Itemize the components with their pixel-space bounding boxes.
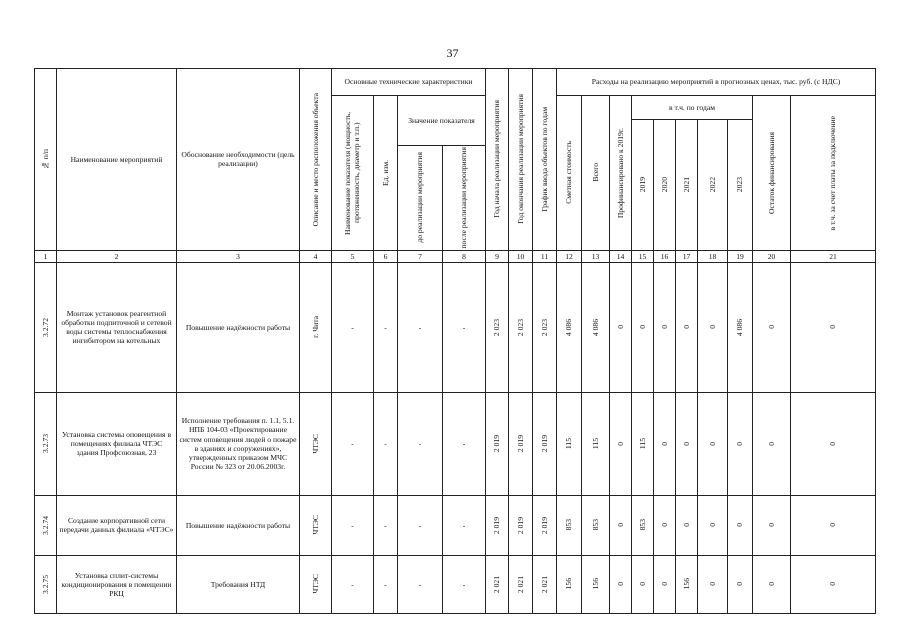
cell-value: 2 021 bbox=[539, 575, 549, 593]
cell-indicator-name: - bbox=[332, 555, 374, 613]
column-number-cell: 19 bbox=[728, 250, 753, 262]
column-number-cell: 16 bbox=[654, 250, 676, 262]
column-number-cell: 14 bbox=[610, 250, 632, 262]
cell-value: 0 bbox=[659, 582, 669, 587]
cell-value: 0 bbox=[828, 325, 838, 330]
cell-total bbox=[582, 392, 610, 495]
cell-y2020 bbox=[654, 495, 676, 555]
cell-value: 0 bbox=[615, 523, 625, 528]
header-financed: Профинансировано к 2019г. bbox=[610, 96, 632, 251]
column-number-cell: 2 bbox=[57, 250, 177, 262]
table-body bbox=[35, 262, 876, 613]
cell-value: 4 086 bbox=[564, 318, 574, 336]
cell-y2020 bbox=[654, 555, 676, 613]
page-number: 37 bbox=[446, 46, 459, 60]
cell-value: 0 bbox=[766, 325, 776, 330]
cell-value: 2 019 bbox=[539, 435, 549, 453]
cell-value: 0 bbox=[735, 441, 745, 446]
cell-connection-fee bbox=[791, 262, 876, 392]
cell-financed bbox=[610, 392, 632, 495]
cell-value: 4 086 bbox=[735, 318, 745, 336]
cell-value: 0 bbox=[828, 582, 838, 587]
cell-remaining bbox=[753, 495, 791, 555]
cell-unit: - bbox=[374, 555, 398, 613]
column-number-cell: 10 bbox=[509, 250, 533, 262]
cell-value: 0 bbox=[707, 523, 717, 528]
cell-value: 0 bbox=[659, 523, 669, 528]
cell-value: 2 023 bbox=[515, 318, 525, 336]
cell-end-year bbox=[509, 555, 533, 613]
cell-unit: - bbox=[374, 262, 398, 392]
cell-value: 2 019 bbox=[492, 516, 502, 534]
cell-value: 0 bbox=[735, 523, 745, 528]
cell-y2023 bbox=[728, 495, 753, 555]
column-number-cell: 6 bbox=[374, 250, 398, 262]
header-indicator-value: Значение показателя bbox=[398, 96, 486, 146]
cell-connection-fee bbox=[791, 555, 876, 613]
cell-value: 0 bbox=[828, 441, 838, 446]
cell-unit: - bbox=[374, 392, 398, 495]
column-number-cell: 21 bbox=[791, 250, 876, 262]
table-row bbox=[35, 262, 876, 392]
cell-num bbox=[35, 392, 57, 495]
cell-value: 115 bbox=[637, 438, 647, 450]
cell-y2019 bbox=[632, 555, 654, 613]
cell-value: 0 bbox=[707, 325, 717, 330]
column-number-cell: 4 bbox=[300, 250, 332, 262]
header-indicator-name: Наименование показателя (мощность, протяженность, диаметр и т.п.) bbox=[332, 96, 374, 251]
cell-indicator-name: - bbox=[332, 495, 374, 555]
header-by-years: в т.ч. по годам bbox=[632, 96, 753, 120]
cell-before: - bbox=[398, 495, 443, 555]
cell-financed bbox=[610, 495, 632, 555]
table-row bbox=[35, 392, 876, 495]
cell-start-year bbox=[486, 392, 509, 495]
cell-value: 115 bbox=[564, 438, 574, 450]
column-number-cell: 3 bbox=[177, 250, 300, 262]
cell-after: - bbox=[443, 392, 486, 495]
cell-y2022 bbox=[698, 495, 728, 555]
cell-remaining bbox=[753, 392, 791, 495]
cell-value: 853 bbox=[590, 519, 600, 531]
cell-value: 2 019 bbox=[539, 516, 549, 534]
cell-justification: Исполнение требования п. 1.1, 5.1. НПБ 104-03 «Проектирование систем оповещения людей о пожаре в зданиях и сооружениях», утвержденных приказом МЧС России № 323 от 20.06.2003г. bbox=[177, 392, 300, 495]
header-y2021: 2021 bbox=[676, 120, 698, 251]
cell-end-year bbox=[509, 262, 533, 392]
cell-before: - bbox=[398, 262, 443, 392]
cell-estimated-cost bbox=[557, 392, 582, 495]
header-unit: Ед. изм. bbox=[374, 96, 398, 251]
header-row-1 bbox=[35, 69, 876, 96]
cell-y2022 bbox=[698, 262, 728, 392]
header-y2020: 2020 bbox=[654, 120, 676, 251]
cell-value: 3.2.72 bbox=[40, 317, 50, 337]
cell-estimated-cost bbox=[557, 262, 582, 392]
header-connection-fee: в т.ч. за счет платы за подключение bbox=[791, 96, 876, 251]
cell-before: - bbox=[398, 392, 443, 495]
cell-value: 2 019 bbox=[492, 435, 502, 453]
header-y2019: 2019 bbox=[632, 120, 654, 251]
cell-value: 0 bbox=[659, 441, 669, 446]
cell-value: 0 bbox=[766, 523, 776, 528]
cell-justification: Повышение надёжности работы bbox=[177, 495, 300, 555]
cell-connection-fee bbox=[791, 392, 876, 495]
cell-schedule bbox=[533, 392, 557, 495]
column-number-cell: 5 bbox=[332, 250, 374, 262]
header-estimated-cost: Сметная стоимость bbox=[557, 96, 582, 251]
cell-indicator-name: - bbox=[332, 262, 374, 392]
header-after: после реализации мероприятия bbox=[443, 146, 486, 251]
cell-value: 0 bbox=[735, 582, 745, 587]
cell-y2019 bbox=[632, 495, 654, 555]
column-number-row bbox=[35, 250, 876, 262]
cell-value: 3.2.75 bbox=[40, 574, 50, 594]
cell-num bbox=[35, 555, 57, 613]
cell-value: 2 021 bbox=[515, 575, 525, 593]
header-y2023: 2023 bbox=[728, 120, 753, 251]
cell-value: 853 bbox=[564, 519, 574, 531]
cell-value: 2 023 bbox=[492, 318, 502, 336]
cell-estimated-cost bbox=[557, 555, 582, 613]
cell-value: ЧТЭС bbox=[310, 574, 320, 594]
cell-after: - bbox=[443, 555, 486, 613]
header-justification: Обоснование необходимости (цель реализации) bbox=[177, 69, 300, 251]
cell-value: 853 bbox=[637, 519, 647, 531]
column-number-cell: 17 bbox=[676, 250, 698, 262]
column-number-cell: 1 bbox=[35, 250, 57, 262]
header-remaining: Остаток финансирования bbox=[753, 96, 791, 251]
cell-value: 115 bbox=[590, 438, 600, 450]
cell-y2023 bbox=[728, 392, 753, 495]
cell-value: 0 bbox=[681, 523, 691, 528]
cell-remaining bbox=[753, 555, 791, 613]
cell-name: Установка сплит-системы кондиционирования в помещении РКЦ bbox=[57, 555, 177, 613]
cell-value: 0 bbox=[707, 582, 717, 587]
column-number-cell: 12 bbox=[557, 250, 582, 262]
header-end-year: Год окончания реализации мероприятия bbox=[509, 69, 533, 251]
cell-value: 0 bbox=[707, 441, 717, 446]
cell-value: 0 bbox=[615, 441, 625, 446]
cell-remaining bbox=[753, 262, 791, 392]
cell-y2019 bbox=[632, 262, 654, 392]
cell-num bbox=[35, 262, 57, 392]
cell-value: 156 bbox=[681, 578, 691, 590]
cell-start-year bbox=[486, 262, 509, 392]
header-name: Наименование мероприятий bbox=[57, 69, 177, 251]
column-number-cell: 13 bbox=[582, 250, 610, 262]
cell-end-year bbox=[509, 495, 533, 555]
cell-total bbox=[582, 495, 610, 555]
cell-value: ЧТЭС bbox=[310, 433, 320, 454]
cell-y2021 bbox=[676, 555, 698, 613]
cell-value: 156 bbox=[590, 578, 600, 590]
cell-value: 0 bbox=[681, 325, 691, 330]
cell-financed bbox=[610, 555, 632, 613]
column-number-cell: 20 bbox=[753, 250, 791, 262]
cell-schedule bbox=[533, 555, 557, 613]
header-location: Описание и место расположения объекта bbox=[300, 69, 332, 251]
cell-total bbox=[582, 555, 610, 613]
cell-y2021 bbox=[676, 495, 698, 555]
header-num: № п/п bbox=[35, 69, 57, 251]
cell-value: 2 023 bbox=[539, 318, 549, 336]
cell-y2022 bbox=[698, 555, 728, 613]
cell-value: 3.2.74 bbox=[40, 515, 50, 535]
column-number-cell: 15 bbox=[632, 250, 654, 262]
cell-value: 3.2.73 bbox=[40, 434, 50, 454]
cell-location bbox=[300, 262, 332, 392]
cell-before: - bbox=[398, 555, 443, 613]
cell-value: 0 bbox=[766, 441, 776, 446]
header-before: до реализации мероприятия bbox=[398, 146, 443, 251]
column-number-cell: 8 bbox=[443, 250, 486, 262]
column-number-cell: 18 bbox=[698, 250, 728, 262]
column-number-cell: 11 bbox=[533, 250, 557, 262]
cell-value: 0 bbox=[637, 325, 647, 330]
cell-schedule bbox=[533, 495, 557, 555]
cell-y2023 bbox=[728, 262, 753, 392]
cell-value: 2 019 bbox=[515, 435, 525, 453]
cell-value: 0 bbox=[637, 582, 647, 587]
cell-indicator-name: - bbox=[332, 392, 374, 495]
header-start-year: Год начала реализации мероприятия bbox=[486, 69, 509, 251]
cell-location bbox=[300, 495, 332, 555]
cell-y2022 bbox=[698, 392, 728, 495]
cell-financed bbox=[610, 262, 632, 392]
cell-location bbox=[300, 392, 332, 495]
cell-schedule bbox=[533, 262, 557, 392]
cell-justification: Повышение надёжности работы bbox=[177, 262, 300, 392]
table-row bbox=[35, 555, 876, 613]
column-number-cell: 9 bbox=[486, 250, 509, 262]
cell-after: - bbox=[443, 262, 486, 392]
cell-end-year bbox=[509, 392, 533, 495]
cell-name: Монтаж установок реагентной обработки подпиточной и сетевой воды системы теплоснабжения ингибитором на котельных bbox=[57, 262, 177, 392]
cell-connection-fee bbox=[791, 495, 876, 555]
cell-value: 0 bbox=[615, 582, 625, 587]
header-costs-group: Расходы на реализацию мероприятий в прогнозных ценах, тыс. руб. (с НДС) bbox=[557, 69, 876, 96]
cell-value: 0 bbox=[615, 325, 625, 330]
cell-location bbox=[300, 555, 332, 613]
cell-value: ЧТЭС bbox=[310, 515, 320, 535]
header-schedule: График ввода объектов по годам bbox=[533, 69, 557, 251]
cell-value: 2 019 bbox=[515, 516, 525, 534]
cell-y2021 bbox=[676, 262, 698, 392]
cell-start-year bbox=[486, 555, 509, 613]
column-number-cell: 7 bbox=[398, 250, 443, 262]
cell-num bbox=[35, 495, 57, 555]
cell-after: - bbox=[443, 495, 486, 555]
cell-y2021 bbox=[676, 392, 698, 495]
header-total: Всего bbox=[582, 96, 610, 251]
cell-name: Создание корпоративной сети передачи данных филиала «ЧТЭС» bbox=[57, 495, 177, 555]
cell-value: 0 bbox=[681, 441, 691, 446]
cell-name: Установка системы оповещения в помещениях филиала ЧТЭС здания Профсоюзная, 23 bbox=[57, 392, 177, 495]
cell-estimated-cost bbox=[557, 495, 582, 555]
cell-value: 156 bbox=[564, 578, 574, 590]
cell-value: 0 bbox=[828, 523, 838, 528]
cell-value: 4 086 bbox=[590, 318, 600, 336]
table-row bbox=[35, 495, 876, 555]
header-tech-group: Основные технические характеристики bbox=[332, 69, 486, 96]
cell-y2019 bbox=[632, 392, 654, 495]
cell-value: 0 bbox=[659, 325, 669, 330]
cell-y2023 bbox=[728, 555, 753, 613]
cell-y2020 bbox=[654, 392, 676, 495]
header-y2022: 2022 bbox=[698, 120, 728, 251]
cell-justification: Требования НТД bbox=[177, 555, 300, 613]
investment-table bbox=[34, 68, 876, 614]
cell-total bbox=[582, 262, 610, 392]
cell-y2020 bbox=[654, 262, 676, 392]
cell-value: г. Чита bbox=[310, 316, 320, 339]
cell-value: 2 021 bbox=[492, 575, 502, 593]
cell-value: 0 bbox=[766, 582, 776, 587]
cell-unit: - bbox=[374, 495, 398, 555]
cell-start-year bbox=[486, 495, 509, 555]
